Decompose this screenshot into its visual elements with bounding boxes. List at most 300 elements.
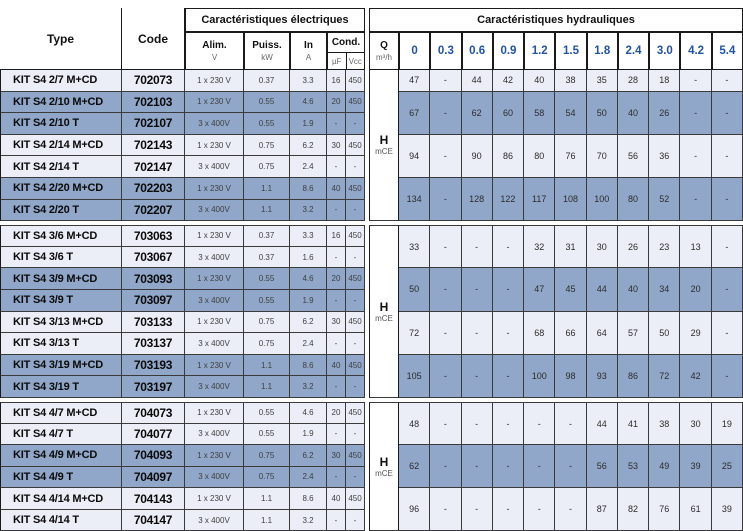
type-cell: KIT S4 4/14 M+CD [0, 488, 122, 510]
alim-cell: 3 x 400V [185, 247, 244, 269]
hydro-value-cell: - [430, 135, 461, 178]
type-cell: KIT S4 2/14 M+CD [0, 135, 122, 157]
type-cell: KIT S4 2/14 T [0, 156, 122, 178]
hydro-value-cell: 64 [587, 312, 618, 355]
puiss-cell: 1.1 [244, 178, 290, 200]
hydro-value-cell: 54 [555, 92, 586, 135]
uf-cell: - [327, 333, 346, 355]
flow-rate-header: 0.3 [430, 32, 461, 70]
hydro-value-cell: - [430, 312, 461, 355]
hydro-value-cell: 47 [399, 70, 430, 92]
alim-cell: 1 x 230 V [185, 178, 244, 200]
hydro-value-cell: - [712, 225, 743, 268]
alim-header [185, 32, 244, 70]
type-cell: KIT S4 2/10 M+CD [0, 92, 122, 114]
hydro-value-cell: 44 [587, 402, 618, 445]
hydro-value-cell: 25 [712, 445, 743, 488]
vcc-cell: 450 [346, 445, 365, 467]
type-cell: KIT S4 2/20 M+CD [0, 178, 122, 200]
vcc-cell: 450 [346, 402, 365, 424]
code-cell: 702103 [122, 92, 185, 114]
vcc-cell: - [346, 200, 365, 222]
alim-cell: 3 x 400V [185, 467, 244, 489]
uf-cell: - [327, 467, 346, 489]
hydro-value-cell: - [430, 225, 461, 268]
hydro-value-cell: 28 [618, 70, 649, 92]
alim-cell: 1 x 230 V [185, 355, 244, 377]
hydro-value-cell: 58 [524, 92, 555, 135]
hydro-value-cell: - [462, 225, 493, 268]
uf-cell: 30 [327, 445, 346, 467]
hydro-value-cell: - [712, 312, 743, 355]
type-cell: KIT S4 3/19 T [0, 376, 122, 398]
in-cell: 4.6 [290, 268, 327, 290]
hydraulic-section-title: Caractéristiques hydrauliques [369, 8, 743, 32]
hydro-value-cell: - [712, 178, 743, 221]
code-cell: 704073 [122, 402, 185, 424]
hydro-value-cell: 90 [462, 135, 493, 178]
hydro-value-cell: - [555, 402, 586, 445]
code-cell: 702147 [122, 156, 185, 178]
in-cell: 3.3 [290, 70, 327, 92]
type-column-header [0, 8, 122, 70]
flow-rate-header: 4.2 [680, 32, 711, 70]
hydro-value-cell: 38 [555, 70, 586, 92]
hydro-value-cell: - [430, 92, 461, 135]
hydro-value-cell: 60 [493, 92, 524, 135]
code-cell: 703137 [122, 333, 185, 355]
hydro-value-cell: 56 [587, 445, 618, 488]
hydro-value-cell: 67 [399, 92, 430, 135]
hydro-value-cell: 108 [555, 178, 586, 221]
type-cell: KIT S4 4/9 M+CD [0, 445, 122, 467]
puiss-cell: 1.1 [244, 355, 290, 377]
hydro-value-cell: 52 [649, 178, 680, 221]
type-header-label: Type [46, 31, 75, 46]
vcc-cell: - [346, 333, 365, 355]
in-cell: 2.4 [290, 333, 327, 355]
code-cell: 704097 [122, 467, 185, 489]
hydro-value-cell: 93 [587, 355, 618, 398]
hydro-value-cell: - [493, 445, 524, 488]
hydro-value-cell: - [680, 92, 711, 135]
hydro-value-cell: 105 [399, 355, 430, 398]
hydro-value-cell: - [493, 355, 524, 398]
hydro-value-cell: 49 [649, 445, 680, 488]
hydro-value-cell: 20 [680, 268, 711, 311]
code-cell: 703097 [122, 290, 185, 312]
type-cell: KIT S4 3/13 M+CD [0, 312, 122, 334]
code-header-label: Code [138, 31, 168, 46]
vcc-cell: 450 [346, 312, 365, 334]
hydro-value-cell: 44 [462, 70, 493, 92]
alim-cell: 1 x 230 V [185, 70, 244, 92]
hydro-value-cell: 96 [399, 488, 430, 531]
type-cell: KIT S4 3/6 T [0, 247, 122, 269]
hydro-value-cell: - [712, 135, 743, 178]
in-cell: 1.9 [290, 424, 327, 446]
alim-cell: 1 x 230 V [185, 488, 244, 510]
puiss-cell: 0.55 [244, 113, 290, 135]
hydro-value-cell: - [493, 268, 524, 311]
vcc-cell: 450 [346, 135, 365, 157]
hydro-value-cell: - [430, 268, 461, 311]
hydro-value-cell: 42 [680, 355, 711, 398]
vcc-cell: 450 [346, 92, 365, 114]
code-cell: 703063 [122, 225, 185, 247]
alim-cell: 3 x 400V [185, 333, 244, 355]
hydro-value-cell: 86 [493, 135, 524, 178]
hydro-value-cell: 42 [493, 70, 524, 92]
in-header-label: In [304, 39, 313, 51]
type-cell: KIT S4 3/13 T [0, 333, 122, 355]
hydro-value-cell: - [462, 488, 493, 531]
uf-cell: 40 [327, 355, 346, 377]
puiss-cell: 0.55 [244, 268, 290, 290]
vcc-cell: - [346, 156, 365, 178]
vcc-cell: 450 [346, 70, 365, 92]
type-cell: KIT S4 2/7 M+CD [0, 70, 122, 92]
in-cell: 1.9 [290, 113, 327, 135]
in-header [290, 32, 327, 70]
uf-cell: 40 [327, 178, 346, 200]
flow-rate-header: 0.6 [462, 32, 493, 70]
uf-cell: 30 [327, 135, 346, 157]
uf-cell: - [327, 424, 346, 446]
hydro-value-cell: 68 [524, 312, 555, 355]
hydro-value-cell: - [524, 402, 555, 445]
vcc-cell: - [346, 247, 365, 269]
alim-header-label: Alim. [202, 39, 227, 51]
puiss-cell: 0.75 [244, 135, 290, 157]
alim-unit-label: V [211, 52, 218, 62]
hydro-value-cell: - [493, 312, 524, 355]
h-unit-label: mCE [375, 468, 393, 478]
code-cell: 703133 [122, 312, 185, 334]
flow-rate-header: 0.9 [493, 32, 524, 70]
hydro-value-cell: - [555, 488, 586, 531]
hydro-value-cell: 100 [524, 355, 555, 398]
hydro-value-cell: - [462, 268, 493, 311]
type-cell: KIT S4 4/7 M+CD [0, 402, 122, 424]
vcc-cell: 450 [346, 268, 365, 290]
vcc-cell: - [346, 424, 365, 446]
hydro-value-cell: 117 [524, 178, 555, 221]
uf-cell: - [327, 290, 346, 312]
in-cell: 3.3 [290, 225, 327, 247]
alim-cell: 1 x 230 V [185, 225, 244, 247]
in-cell: 4.6 [290, 92, 327, 114]
alim-cell: 3 x 400V [185, 113, 244, 135]
hydro-value-cell: - [524, 488, 555, 531]
vcc-unit-label: Vcc [346, 53, 365, 69]
alim-cell: 1 x 230 V [185, 135, 244, 157]
code-cell: 703067 [122, 247, 185, 269]
puiss-unit-label: kW [261, 52, 273, 62]
uf-cell: 16 [327, 225, 346, 247]
cond-units-row [328, 52, 364, 69]
hydro-value-cell: 72 [399, 312, 430, 355]
in-cell: 8.6 [290, 488, 327, 510]
hydro-value-cell: - [430, 445, 461, 488]
uf-cell: - [327, 113, 346, 135]
in-cell: 1.6 [290, 247, 327, 269]
hydro-value-cell: 86 [618, 355, 649, 398]
hydro-value-cell: - [493, 225, 524, 268]
hydro-value-cell: 94 [399, 135, 430, 178]
alim-cell: 3 x 400V [185, 424, 244, 446]
hydro-value-cell: 40 [524, 70, 555, 92]
type-cell: KIT S4 4/9 T [0, 467, 122, 489]
hydro-value-cell: - [680, 70, 711, 92]
hydro-value-cell: 30 [680, 402, 711, 445]
in-cell: 6.2 [290, 135, 327, 157]
hydro-value-cell: 50 [399, 268, 430, 311]
type-cell: KIT S4 3/9 T [0, 290, 122, 312]
hydro-value-cell: 62 [399, 445, 430, 488]
hydro-value-cell: - [430, 70, 461, 92]
puiss-cell: 0.37 [244, 247, 290, 269]
hydro-value-cell: - [462, 445, 493, 488]
puiss-cell: 0.75 [244, 333, 290, 355]
code-cell: 702143 [122, 135, 185, 157]
code-cell: 702107 [122, 113, 185, 135]
flow-rate-header: 1.5 [555, 32, 586, 70]
alim-cell: 1 x 230 V [185, 445, 244, 467]
flow-rate-header: 0 [399, 32, 430, 70]
hydro-value-cell: - [712, 268, 743, 311]
hydro-value-cell: 32 [524, 225, 555, 268]
puiss-cell: 0.55 [244, 290, 290, 312]
electrical-section-title: Caractéristiques électriques [185, 8, 365, 32]
hydro-value-cell: 38 [649, 402, 680, 445]
flow-rate-header: 2.4 [618, 32, 649, 70]
hydro-value-cell: 62 [462, 92, 493, 135]
hydro-value-cell: - [462, 355, 493, 398]
alim-cell: 3 x 400V [185, 290, 244, 312]
code-cell: 702207 [122, 200, 185, 222]
flow-rate-header: 3.0 [649, 32, 680, 70]
hydro-value-cell: - [555, 445, 586, 488]
hydro-value-cell: 48 [399, 402, 430, 445]
uf-unit-label: µF [332, 56, 342, 66]
hydro-value-cell: 29 [680, 312, 711, 355]
hydro-value-cell: - [712, 70, 743, 92]
puiss-cell: 0.75 [244, 312, 290, 334]
alim-cell: 3 x 400V [185, 156, 244, 178]
in-cell: 6.2 [290, 445, 327, 467]
uf-cell: 30 [327, 312, 346, 334]
uf-cell: - [327, 156, 346, 178]
in-cell: 4.6 [290, 402, 327, 424]
puiss-cell: 0.75 [244, 445, 290, 467]
q-header-label: Q [380, 39, 388, 51]
h-unit-label: mCE [375, 147, 393, 157]
in-cell: 3.2 [290, 200, 327, 222]
vcc-cell: - [346, 290, 365, 312]
h-mce-cell [369, 402, 399, 531]
hydro-value-cell: 134 [399, 178, 430, 221]
in-unit-label: A [305, 52, 312, 62]
code-cell: 702203 [122, 178, 185, 200]
puiss-cell: 0.55 [244, 424, 290, 446]
type-cell: KIT S4 3/6 M+CD [0, 225, 122, 247]
uf-cell: 20 [327, 268, 346, 290]
h-mce-cell [369, 225, 399, 398]
code-cell: 703193 [122, 355, 185, 377]
code-cell: 702073 [122, 70, 185, 92]
vcc-cell: 450 [346, 488, 365, 510]
hydro-value-cell: 80 [618, 178, 649, 221]
hydro-value-cell: 61 [680, 488, 711, 531]
hydro-value-cell: 34 [649, 268, 680, 311]
hydro-value-cell: 41 [618, 402, 649, 445]
puiss-cell: 0.75 [244, 156, 290, 178]
hydro-value-cell: 26 [618, 225, 649, 268]
hydro-value-cell: - [680, 135, 711, 178]
hydro-value-cell: 47 [524, 268, 555, 311]
h-unit-label: mCE [375, 313, 393, 323]
h-label: H [379, 133, 389, 148]
uf-cell: 40 [327, 488, 346, 510]
in-cell: 1.9 [290, 290, 327, 312]
puiss-header-label: Puiss. [252, 39, 282, 51]
puiss-cell: 1.1 [244, 200, 290, 222]
type-cell: KIT S4 4/14 T [0, 510, 122, 531]
hydro-value-cell: 76 [555, 135, 586, 178]
hydro-value-cell: - [430, 178, 461, 221]
hydro-value-cell: - [712, 92, 743, 135]
hydro-value-cell: 45 [555, 268, 586, 311]
type-cell: KIT S4 3/9 M+CD [0, 268, 122, 290]
alim-cell: 1 x 230 V [185, 402, 244, 424]
hydro-value-cell: 82 [618, 488, 649, 531]
type-cell: KIT S4 2/10 T [0, 113, 122, 135]
hydro-value-cell: - [462, 402, 493, 445]
hydro-value-cell: 76 [649, 488, 680, 531]
uf-cell: 16 [327, 70, 346, 92]
code-cell: 703093 [122, 268, 185, 290]
code-cell: 704093 [122, 445, 185, 467]
hydro-value-cell: 50 [587, 92, 618, 135]
h-mce-cell [369, 70, 399, 221]
hydro-value-cell: - [524, 445, 555, 488]
hydro-value-cell: 128 [462, 178, 493, 221]
hydro-value-cell: 23 [649, 225, 680, 268]
hydro-value-cell: 19 [712, 402, 743, 445]
flow-rate-header: 5.4 [712, 32, 743, 70]
puiss-cell: 0.55 [244, 92, 290, 114]
uf-cell: 20 [327, 402, 346, 424]
vcc-cell: - [346, 113, 365, 135]
hydro-value-cell: 70 [587, 135, 618, 178]
uf-cell: - [327, 376, 346, 398]
hydro-value-cell: - [462, 312, 493, 355]
puiss-cell: 0.37 [244, 70, 290, 92]
in-cell: 8.6 [290, 178, 327, 200]
puiss-cell: 0.75 [244, 467, 290, 489]
alim-cell: 1 x 230 V [185, 92, 244, 114]
q-header [369, 32, 399, 70]
puiss-cell: 0.55 [244, 402, 290, 424]
in-cell: 6.2 [290, 312, 327, 334]
hydro-value-cell: 72 [649, 355, 680, 398]
vcc-cell: - [346, 510, 365, 531]
hydro-value-cell: 57 [618, 312, 649, 355]
vcc-cell: - [346, 376, 365, 398]
hydro-value-cell: 122 [493, 178, 524, 221]
hydro-value-cell: 13 [680, 225, 711, 268]
puiss-cell: 0.37 [244, 225, 290, 247]
hydro-value-cell: 98 [555, 355, 586, 398]
hydro-value-cell: 53 [618, 445, 649, 488]
in-cell: 2.4 [290, 156, 327, 178]
hydro-value-cell: 80 [524, 135, 555, 178]
flow-rate-header: 1.2 [524, 32, 555, 70]
uf-cell: - [327, 247, 346, 269]
type-cell: KIT S4 3/19 M+CD [0, 355, 122, 377]
hydro-value-cell: 39 [712, 488, 743, 531]
type-cell: KIT S4 4/7 T [0, 424, 122, 446]
hydro-value-cell: 36 [649, 135, 680, 178]
hydro-value-cell: - [430, 355, 461, 398]
code-column-header [122, 8, 185, 70]
hydro-value-cell: - [430, 488, 461, 531]
h-label: H [379, 299, 389, 314]
code-cell: 704147 [122, 510, 185, 531]
vcc-cell: 450 [346, 355, 365, 377]
type-cell: KIT S4 2/20 T [0, 200, 122, 222]
uf-cell: - [327, 200, 346, 222]
vcc-cell: 450 [346, 178, 365, 200]
flow-rate-header: 1.8 [587, 32, 618, 70]
code-cell: 704143 [122, 488, 185, 510]
puiss-cell: 1.1 [244, 510, 290, 531]
code-cell: 704077 [122, 424, 185, 446]
in-cell: 3.2 [290, 376, 327, 398]
hydro-value-cell: - [712, 355, 743, 398]
hydro-value-cell: 56 [618, 135, 649, 178]
hydro-value-cell: 39 [680, 445, 711, 488]
vcc-cell: - [346, 467, 365, 489]
alim-cell: 3 x 400V [185, 510, 244, 531]
hydro-value-cell: 87 [587, 488, 618, 531]
cond-header-label: Cond. [331, 37, 361, 48]
alim-cell: 3 x 400V [185, 376, 244, 398]
hydro-value-cell: 66 [555, 312, 586, 355]
hydro-value-cell: - [493, 488, 524, 531]
puiss-header [244, 32, 290, 70]
hydro-value-cell: 44 [587, 268, 618, 311]
hydro-value-cell: 100 [587, 178, 618, 221]
alim-cell: 1 x 230 V [185, 312, 244, 334]
puiss-cell: 1.1 [244, 488, 290, 510]
hydro-value-cell: 18 [649, 70, 680, 92]
q-unit-label: m³/h [376, 52, 392, 62]
puiss-cell: 1.1 [244, 376, 290, 398]
in-cell: 8.6 [290, 355, 327, 377]
hydro-value-cell: 30 [587, 225, 618, 268]
alim-cell: 3 x 400V [185, 200, 244, 222]
hydro-value-cell: 33 [399, 225, 430, 268]
hydro-value-cell: 50 [649, 312, 680, 355]
in-cell: 3.2 [290, 510, 327, 531]
in-cell: 2.4 [290, 467, 327, 489]
h-label: H [379, 454, 389, 469]
cond-header [327, 32, 365, 70]
uf-cell: - [327, 510, 346, 531]
hydro-value-cell: 26 [649, 92, 680, 135]
